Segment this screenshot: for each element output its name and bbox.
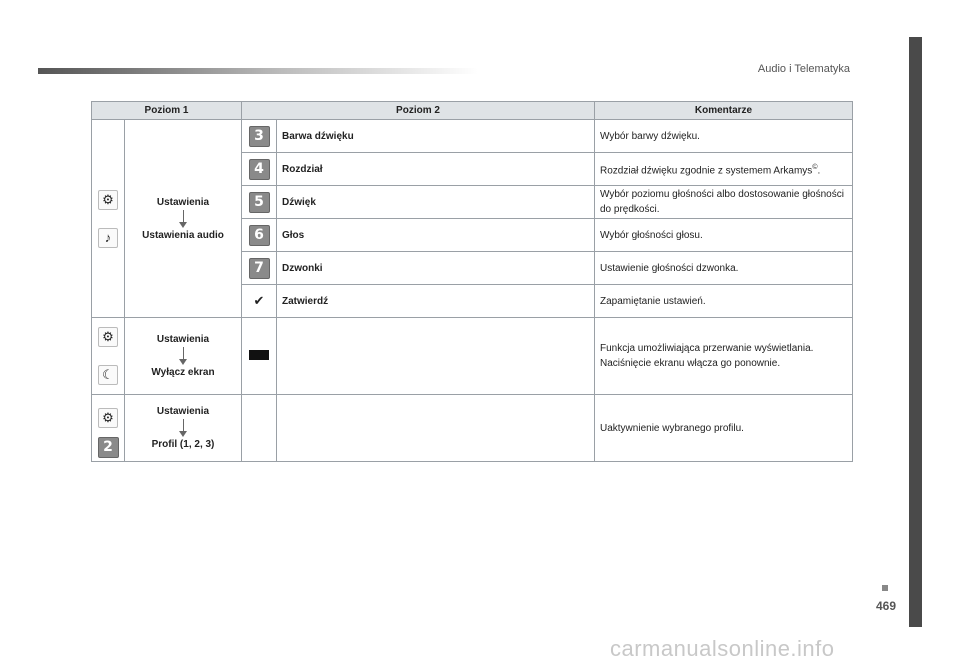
level1-cell [125,395,242,462]
side-band [909,37,922,627]
arrow-down-icon [179,347,187,365]
number-badge: 5 [249,192,270,213]
header-level1: Poziom 1 [92,102,242,120]
settings-gear-icon: ⚙ [98,190,118,210]
number-badge: 6 [249,225,270,246]
level1-top-label: Ustawienia [156,334,210,345]
number-badge: 3 [249,126,270,147]
table-row [92,318,853,395]
option-comment: Wybór poziomu głośności albo dostosowanie głośności do prędkości. [595,186,853,219]
table-header-row [92,102,853,120]
option-name: Zatwierdź [277,285,595,318]
level1-top-label: Ustawienia [156,196,210,208]
icon-cell [92,120,125,318]
watermark: carmanualsonline.info [610,636,835,661]
table-row [92,120,853,153]
option-comment: Rozdział dźwięku zgodnie z systemem Arkamys©. [595,153,853,186]
arrow-down-icon [179,419,187,437]
option-comment: Ustawienie głośności dzwonka. [595,252,853,285]
level1-top-label: Ustawienia [156,406,210,417]
screen-off-icon [249,350,269,360]
header-gradient-bar [38,68,478,74]
page-marker [882,585,888,591]
option-comment: Uaktywnienie wybranego profilu. [595,395,853,462]
page-number: 469 [875,599,897,613]
header-level2: Poziom 2 [242,102,595,120]
number-badge: 4 [249,159,270,180]
option-name: Rozdział [277,153,595,186]
header-comment: Komentarze [595,102,853,120]
level1-cell [125,318,242,395]
arrow-down-icon [179,210,187,228]
level1-bottom-label: Profil (1, 2, 3) [151,439,215,450]
icon-cell [92,318,125,395]
menu-table [91,101,853,462]
option-name: Głos [277,219,595,252]
moon-icon: ☾ [98,365,118,385]
option-name: Dzwonki [277,252,595,285]
profile-number-badge: 2 [98,437,119,458]
table-row [92,395,853,462]
icon-cell [92,395,125,462]
option-comment: Wybór głośności głosu. [595,219,853,252]
settings-gear-icon: ⚙ [98,327,118,347]
option-name: Dźwięk [277,186,595,219]
audio-settings-icon: ♪ [98,228,118,248]
level1-bottom-label: Wyłącz ekran [151,367,215,378]
option-comment: Wybór barwy dźwięku. [595,120,853,153]
checkmark-icon: ✔ [253,293,265,308]
option-comment: Funkcja umożliwiająca przerwanie wyświetlania. Naciśnięcie ekranu włącza go ponownie. [595,318,853,395]
option-name: Barwa dźwięku [277,120,595,153]
level1-cell [125,120,242,318]
section-title: Audio i Telematyka [757,63,850,75]
number-badge: 7 [249,258,270,279]
option-comment: Zapamiętanie ustawień. [595,285,853,318]
level1-bottom-label: Ustawienia audio [142,229,224,241]
settings-gear-icon: ⚙ [98,408,118,428]
